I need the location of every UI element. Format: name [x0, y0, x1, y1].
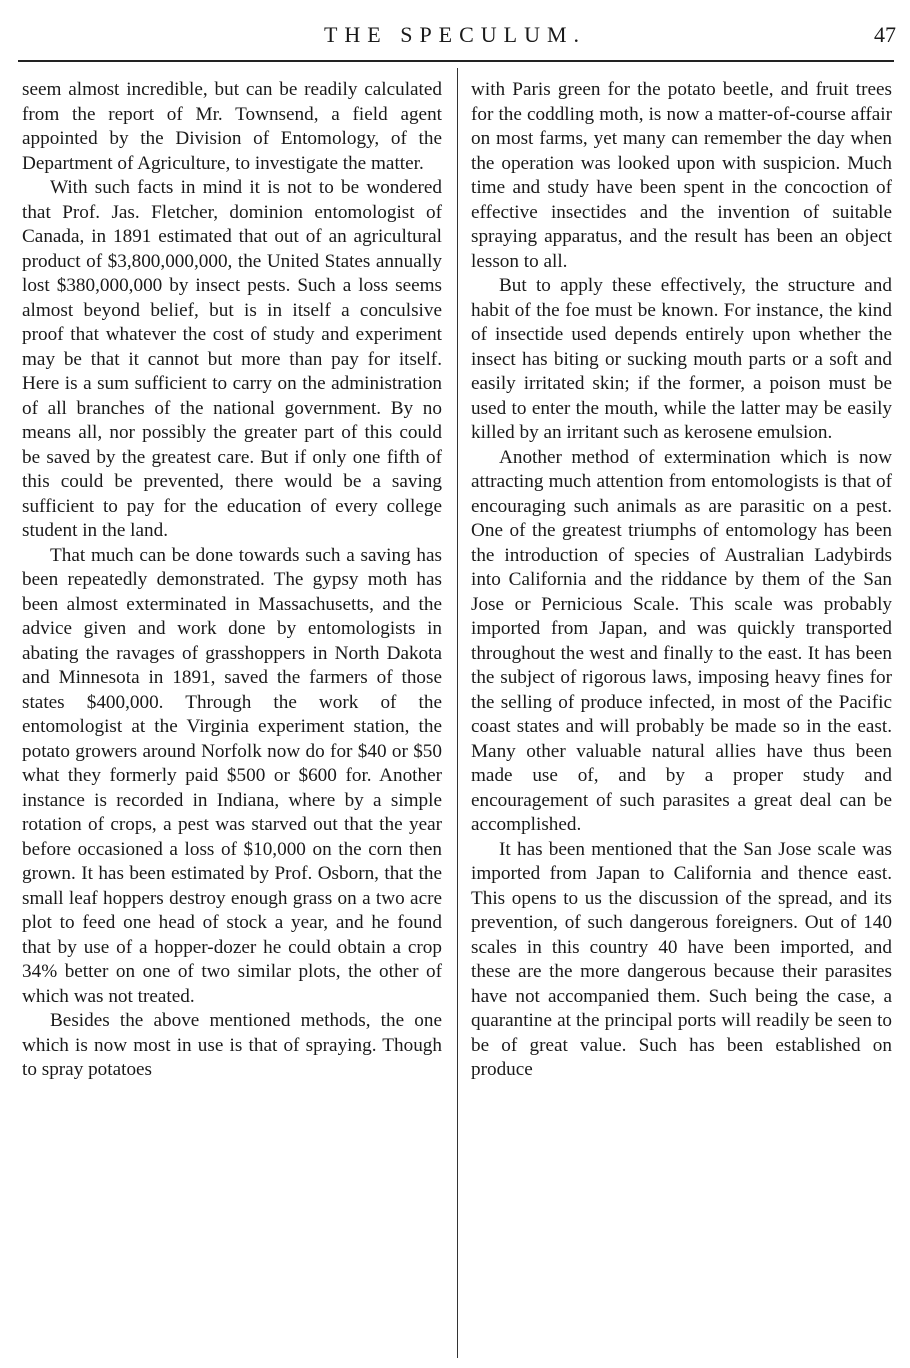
running-head: [0, 20, 910, 54]
paragraph: With such facts in mind it is not to be wondered that Prof. Jas. Fletcher, dominion entomologist of Canada, in 1891 estimated that out of an agricultural product of $3,800,000,000, the United States annually lost $380,000,000 by insect pests. Such a loss seems almost beyond belief, but is in itself a conculsive proof that whatever the cost of study and experiment may be that it cannot but more than pay for itself. Here is a sum sufficient to carry on the administration of all branches of the national government. By no means all, nor possibly the greater part of this could be saved by the greatest care. But if only one fifth of this could be prevented, there would be a saving sufficient to pay for the education of every college student in the land.: [22, 177, 442, 541]
left-column: [22, 78, 442, 1083]
paragraph: Besides the above mentioned methods, the one which is now most in use is that of spraying. Though to spray potatoes: [22, 1010, 442, 1080]
paragraph: It has been mentioned that the San Jose scale was imported from Japan to California and thence east. This opens to us the discussion of the spread, and its prevention, of such dangerous foreigners. Out of 140 scales in this country 40 have been imported, and these are the more dangerous because their parasites have not accompanied them. Such being the case, a quarantine at the principal ports will readily be seen to be of great value. Such has been established on produce: [471, 838, 892, 1080]
paragraph: Another method of extermination which is now attracting much attention from entomologists is that of encouraging such animals as are parasitic on a pest. One of the greatest triumphs of entomology has been the introduction of species of Australian Ladybirds into California and the riddance by them of the San Jose or Pernicious Scale. This scale was probably imported from Japan, and was quickly transported throughout the west and finally to the east. It has been the subject of rigorous laws, imposing heavy fines for the selling of produce infected, in most of the Pacific coast states and will probably be made so in the east. Many other valuable natural allies have thus been made use of, and by a proper study and encouragement of such parasites a great deal can be accomplished.: [471, 446, 892, 835]
page-number: 47: [874, 22, 896, 47]
paragraph: with Paris green for the potato beetle, and fruit trees for the coddling moth, is now a matter-of-course affair on most farms, yet many can remember the day when the operation was looked upon with suspicion. Much time and study have been spent in the concoction of effective insectides and the invention of suitable spraying apparatus, and the result has been an object lesson to all.: [471, 79, 892, 272]
paragraph: But to apply these effectively, the structure and habit of the foe must be known. For instance, the kind of insectide used depends entirely upon whether the insect has biting or sucking mouth parts or a soft and easily irritated skin; if the former, a poison must be used to enter the mouth, while the latter may be easily killed by an irritant such as kerosene emulsion.: [471, 275, 892, 443]
header-rule: [18, 60, 894, 62]
paragraph: seem almost incredible, but can be readily calculated from the report of Mr. Townsend, a field agent appointed by the Division of Entomology, of the Department of Agriculture, to investigate the matter.: [22, 79, 442, 174]
right-column: [471, 78, 892, 1083]
column-divider: [457, 68, 458, 1358]
paragraph: That much can be done towards such a saving has been repeatedly demonstrated. The gypsy moth has been almost exterminated in Massachusetts, and the advice given and work done by entomologists in abating the ravages of grasshoppers in North Dakota and Minnesota in 1891, saved the farmers of those states $400,000. Through the work of the entomologist at the Virginia experiment station, the potato growers around Norfolk now do for $40 or $50 what they formerly paid $500 or $600 for. Another instance is recorded in Indiana, where by a simple rotation of crops, a pest was starved out that the year before occasioned a loss of $10,000 on the corn then grown. It has been estimated by Prof. Osborn, that the small leaf hoppers destroy enough grass on a two acre plot to feed one head of stock a year, and he found that by use of a hopper-dozer he could obtain a crop 34% better on one of two similar plots, the other of which was not treated.: [22, 544, 442, 1007]
journal-title: THE SPECULUM.: [323, 22, 587, 47]
